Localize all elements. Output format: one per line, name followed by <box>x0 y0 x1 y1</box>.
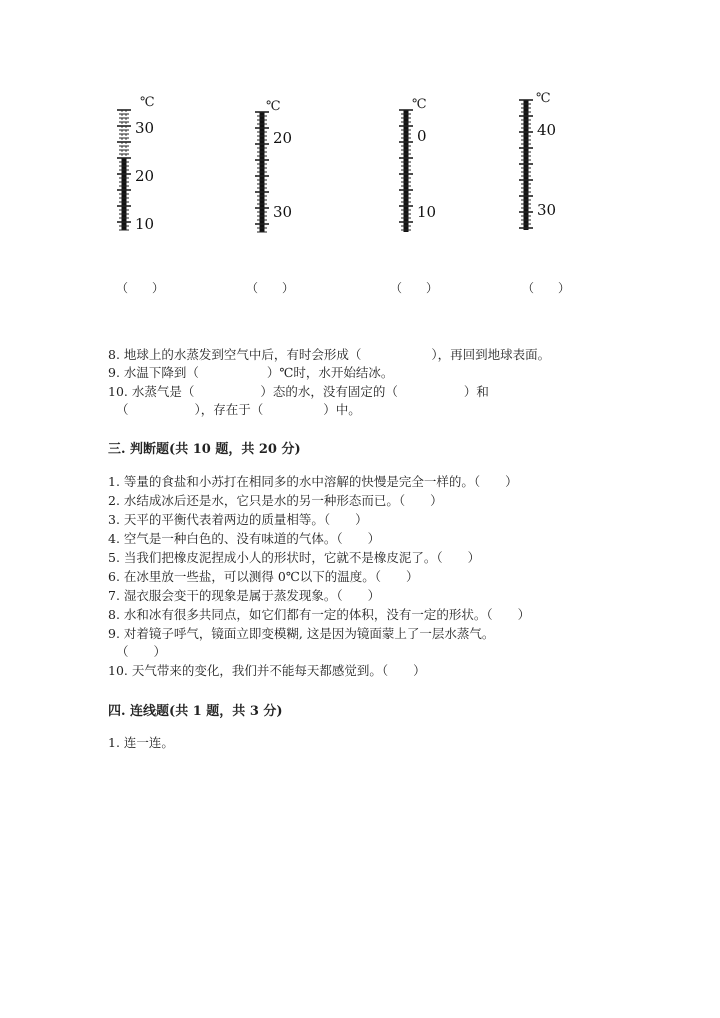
judge-item-4: 4. 空气是一种白色的、没有味道的气体。（ ） <box>108 531 381 546</box>
scale-label: 20 <box>135 167 155 185</box>
fill-question-9 <box>108 364 393 382</box>
q10c-text-b: ），存在于（ <box>194 402 264 417</box>
match-item-1: 1. 连一连。 <box>108 735 174 750</box>
thermometer-1 <box>110 90 170 243</box>
q10-text-b: ）态的水，没有固定的（ <box>260 384 398 399</box>
thermometer-figures <box>0 90 720 250</box>
fill-question-10-cont <box>116 401 361 419</box>
q10c-text-a: （ <box>116 402 129 417</box>
fill-question-10 <box>108 383 489 401</box>
fill-question-8 <box>108 346 550 364</box>
scale-label: 30 <box>273 203 293 221</box>
q10-text-a: 10. 水蒸气是（ <box>108 384 195 399</box>
q9-text-a: 9. 水温下降到（ <box>108 365 199 380</box>
section4-title: 四. 连线题(共 1 题，共 3 分) <box>108 704 283 719</box>
thermometer-4-scale <box>512 90 572 240</box>
thermometer-answer-row <box>0 279 720 297</box>
q10-text-c: ）和 <box>463 384 489 399</box>
scale-label: 40 <box>537 121 557 139</box>
q8-text-a: 8. 地球上的水蒸发到空气中后，有时会形成（ <box>108 347 362 362</box>
thermometer-answer-1[interactable]: （ ） <box>116 281 165 295</box>
unit-symbol: ℃ <box>536 91 551 106</box>
judge-item-6: 6. 在冰里放一些盐，可以测得 0℃以下的温度。（ ） <box>108 569 419 584</box>
thermometer-3-scale <box>392 90 452 240</box>
q8-text-b: ），再回到地球表面。 <box>431 347 551 362</box>
thermometer-2 <box>248 90 308 243</box>
scale-label: 10 <box>135 215 155 233</box>
thermometer-4 <box>512 90 572 243</box>
judge-item-8: 8. 水和冰有很多共同点，如它们都有一定的体积，没有一定的形状。（ ） <box>108 607 531 622</box>
thermometer-1-scale <box>110 90 170 240</box>
unit-symbol: ℃ <box>412 97 427 112</box>
scale-label: 10 <box>417 203 437 221</box>
q10c-text-c: ）中。 <box>323 402 361 417</box>
thermometer-answer-4[interactable]: （ ） <box>522 281 571 295</box>
q9-text-b: ）℃时，水开始结冰。 <box>266 365 394 380</box>
scale-label: 0 <box>417 127 427 145</box>
scale-label: 30 <box>537 201 557 219</box>
judge-item-10: 10. 天气带来的变化，我们并不能每天都感觉到。（ ） <box>108 663 426 678</box>
unit-symbol: ℃ <box>266 99 281 114</box>
thermometer-2-scale <box>248 90 308 240</box>
thermometer-3 <box>392 90 452 243</box>
scale-label: 30 <box>135 119 155 137</box>
judge-item-9: 9. 对着镜子呼气，镜面立即变模糊, 这是因为镜面蒙上了一层水蒸气。 <box>108 626 495 641</box>
judge-item-2: 2. 水结成冰后还是水，它只是水的另一种形态而已。（ ） <box>108 493 443 508</box>
scale-label: 20 <box>273 129 293 147</box>
judge-item-9-blank[interactable]: （ ） <box>116 644 167 659</box>
judge-item-5: 5. 当我们把橡皮泥捏成小人的形状时，它就不是橡皮泥了。（ ） <box>108 550 481 565</box>
judge-item-3: 3. 天平的平衡代表着两边的质量相等。（ ） <box>108 512 368 527</box>
judge-item-1: 1. 等量的食盐和小苏打在相同多的水中溶解的快慢是完全一样的。（ ） <box>108 474 518 489</box>
thermometer-answer-2[interactable]: （ ） <box>246 281 295 295</box>
unit-symbol: ℃ <box>140 95 155 110</box>
section3-title: 三. 判断题(共 10 题，共 20 分) <box>108 442 301 457</box>
judge-item-7: 7. 湿衣服会变干的现象是属于蒸发现象。（ ） <box>108 588 381 603</box>
thermometer-answer-3[interactable]: （ ） <box>390 281 439 295</box>
